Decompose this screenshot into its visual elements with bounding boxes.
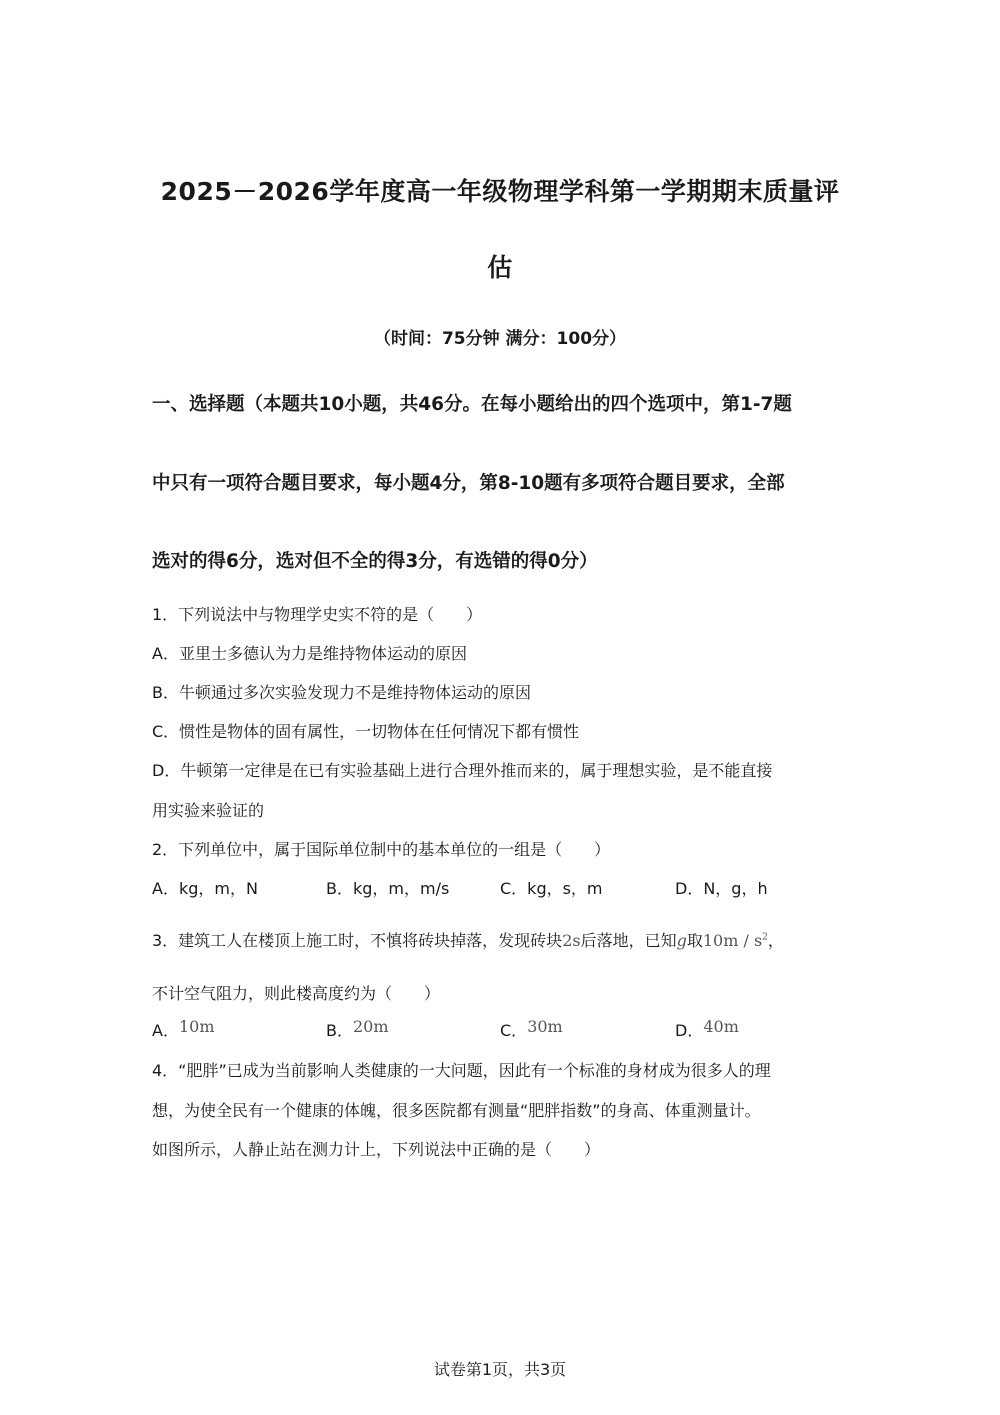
question-4-line2: 想，为使全民有一个健康的体魄，很多医院都有测量“肥胖指数”的身高、体重测量计。: [152, 1101, 761, 1120]
question-3-stem-line2: 不计空气阻力，则此楼高度约为（ ）: [152, 984, 441, 1003]
acceleration-exponent: 2: [762, 932, 768, 943]
question-3-option-c: [500, 1018, 563, 1041]
option-value: 40m: [703, 1017, 739, 1036]
question-1-option-d-line1: D．牛顿第一定律是在已有实验基础上进行合理外推而来的，属于理想实验，是不能直接: [152, 761, 773, 780]
question-4-line3: 如图所示，人静止站在测力计上，下列说法中正确的是（ ）: [152, 1140, 601, 1159]
question-3-stem: [152, 928, 784, 951]
page-footer: 试卷第1页，共3页: [433, 1360, 567, 1379]
option-value: 20m: [352, 1017, 389, 1036]
document-title-line2: 估: [487, 253, 513, 282]
option-label: C．: [500, 1021, 528, 1040]
section-heading-line2: 中只有一项符合题目要求，每小题4分，第8-10题有多项符合题目要求，全部: [152, 473, 785, 494]
question-3-stem-text-2: 后落地，已知: [580, 931, 677, 950]
question-1-stem: 1．下列说法中与物理学史实不符的是（ ）: [152, 605, 483, 624]
question-1-option-b: B．牛顿通过多次实验发现力不是维持物体运动的原因: [152, 683, 531, 702]
option-value: 30m: [527, 1017, 563, 1036]
exam-time-score: （时间：75分钟 满分：100分）: [373, 329, 627, 349]
section-heading-line3: 选对的得6分，选对但不全的得3分，有选错的得0分）: [152, 551, 598, 572]
question-3-option-a: [152, 1018, 214, 1041]
question-2-option-c: C．kg，s，m: [500, 879, 603, 898]
document-title-line1: 2025－2026学年度高一年级物理学科第一学期期末质量评: [160, 177, 840, 206]
question-2-option-d: D．N，g，h: [675, 879, 768, 898]
section-heading-line1: 一、选择题（本题共10小题，共46分。在每小题给出的四个选项中，第1-7题: [152, 394, 792, 415]
question-2-option-a: A．kg，m，N: [152, 879, 258, 898]
question-3-option-b: [326, 1018, 389, 1041]
time-value: 2s: [562, 931, 581, 950]
question-4-line1: 4．“肥胖”已成为当前影响人类健康的一大问题，因此有一个标准的身材成为很多人的理: [152, 1061, 771, 1080]
question-1-option-d-line2: 用实验来验证的: [152, 801, 265, 820]
question-1-option-a: A．亚里士多德认为力是维持物体运动的原因: [152, 644, 467, 663]
question-2-option-b: B．kg，m，m/s: [326, 879, 450, 898]
question-1-option-c: C．惯性是物体的固有属性，一切物体在任何情况下都有惯性: [152, 722, 580, 741]
option-label: D．: [675, 1021, 704, 1040]
option-label: B．: [326, 1021, 353, 1040]
acceleration-value: 10m / s: [702, 931, 763, 950]
question-3-stem-text: 3．建筑工人在楼顶上施工时，不慎将砖块掉落，发现砖块: [152, 931, 563, 950]
question-3-stem-text-4: ，: [767, 931, 784, 950]
question-3-stem-text-3: 取: [686, 931, 703, 950]
question-2-stem: 2．下列单位中，属于国际单位制中的基本单位的一组是（ ）: [152, 840, 611, 859]
option-label: A．: [152, 1021, 179, 1040]
question-3-option-d: [675, 1018, 739, 1041]
gravity-symbol: g: [676, 931, 687, 950]
option-value: 10m: [178, 1017, 215, 1036]
